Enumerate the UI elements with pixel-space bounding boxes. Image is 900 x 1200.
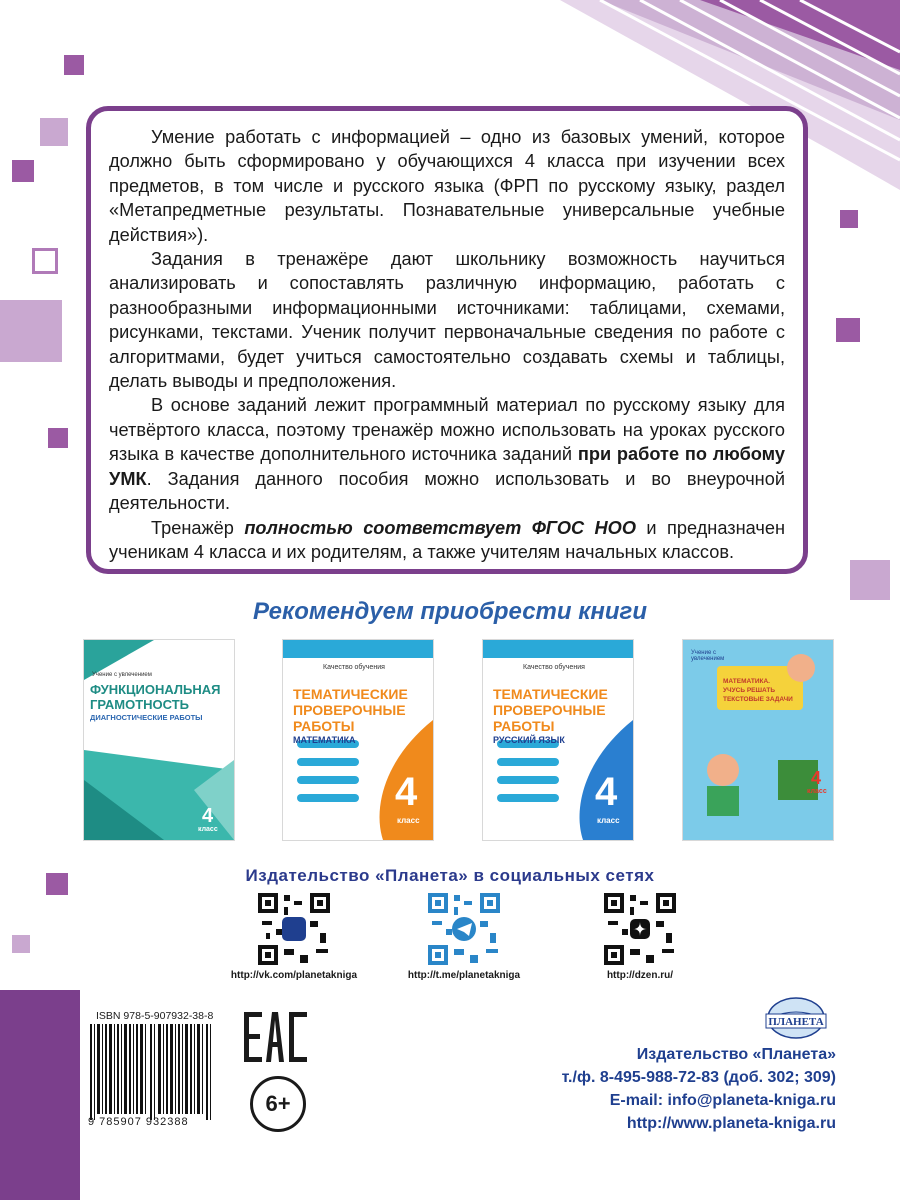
paragraph-3-text-end: . Задания данного пособия можно использовать и во внеурочной деятельности. [109, 468, 785, 514]
qr-pattern [428, 893, 500, 965]
cover-4-title-line-3: ТЕКСТОВЫЕ ЗАДАЧИ [723, 696, 793, 703]
eac-text: EAC [244, 1012, 247, 1013]
barcode [88, 1024, 216, 1120]
cover-1-subtitle: ДИАГНОСТИЧЕСКИЕ РАБОТЫ [90, 713, 203, 722]
social-networks-heading: Издательство «Планета» в социальных сетях [245, 866, 655, 885]
cover-3-title-line-1: ТЕМАТИЧЕСКИЕ [493, 686, 608, 702]
decor-square [64, 55, 84, 75]
vk-link[interactable]: http://vk.com/planetakniga [230, 970, 358, 981]
book-cover-math-word-problems[interactable] [683, 640, 833, 840]
cover-2-title-line-1: ТЕМАТИЧЕСКИЕ [293, 686, 408, 702]
decor-square [40, 118, 68, 146]
dzen-link[interactable]: http://dzen.ru/ [606, 970, 674, 981]
vk-qr-code[interactable] [258, 893, 330, 965]
cover-3-title-line-2: ПРОВЕРОЧНЫЕ [493, 702, 606, 718]
publisher-phone: т./ф. 8-495-988-72-83 (доб. 302; 309) [561, 1069, 836, 1086]
cover-2-top-label: Качество обучения [323, 664, 385, 671]
decor-square [0, 300, 62, 362]
cover-2-grade-word: класс [397, 816, 420, 825]
description-paragraph-2: Задания в тренажёре дают школьнику возможность научиться анализировать и сопоставлять различную информацию, работать с разнообразными информационными источниками: таблицами, схемами, рисунками, текстами. Ученик получит первоначальные сведения по работе с алгоритмами, будет учиться самостоятельно создавать схемы и таблицы, делать выводы и предположения. [109, 249, 785, 392]
dzen-qr-code[interactable] [604, 893, 676, 965]
decor-square [48, 428, 68, 448]
decor-square [850, 560, 890, 600]
cover-1-grade-number: 4 [202, 805, 214, 827]
cover-2-title-line-3: РАБОТЫ [293, 718, 355, 734]
paragraph-4-text: Тренажёр [151, 517, 245, 538]
paragraph-3-bold: при работе по любому УМК [109, 444, 786, 489]
paragraph-3-text: В основе заданий лежит программный материал по русскому языку для четвёртого класса, поэтому тренажёр можно использовать на уроках русского языка в качестве дополнительного источника заданий [109, 395, 785, 465]
barcode-number: 9 785907 932388 [88, 1116, 189, 1128]
recommend-heading: Рекомендуем приобрести книги [252, 598, 648, 625]
cover-2-subject: МАТЕМАТИКА [293, 735, 356, 745]
cover-2-grade-number: 4 [395, 770, 418, 814]
cover-2-title-line-2: ПРОВЕРОЧНЫЕ [293, 702, 406, 718]
publisher-info [562, 1043, 836, 1135]
eac-mark [244, 1012, 308, 1062]
cover-1-title-line-1: ФУНКЦИОНАЛЬНАЯ [90, 682, 221, 697]
publisher-email[interactable]: E-mail: info@planeta-kniga.ru [609, 1092, 836, 1109]
book-cover-functional-literacy[interactable] [84, 640, 234, 840]
paragraph-4-bold-italic: полностью соответствует ФГОС НОО [244, 517, 636, 538]
cover-1-grade-word: класс [198, 826, 218, 833]
decor-square [12, 935, 30, 953]
paragraph-4-text-end: и предназначен ученикам 4 класса и их родителям, а также учителям начальных классов. [109, 517, 785, 562]
publisher-website[interactable]: http://www.planeta-kniga.ru [626, 1115, 836, 1132]
cover-4-grade-word: класс [807, 788, 827, 795]
isbn-text: ISBN 978-5-907932-38-8 [96, 1010, 214, 1022]
book-cover-math-tests[interactable] [283, 640, 433, 840]
cover-3-title-line-3: РАБОТЫ [493, 718, 555, 734]
cover-1-title-line-2: ГРАМОТНОСТЬ [90, 697, 190, 712]
cover-3-grade-number: 4 [595, 770, 618, 814]
decor-square [836, 318, 860, 342]
cover-4-title-line-2: УЧУСЬ РЕШАТЬ [723, 687, 776, 694]
logo-text: ПЛАНЕТА [768, 1016, 824, 1028]
telegram-link[interactable]: http://t.me/planetakniga [407, 970, 521, 981]
description-box [86, 106, 808, 574]
qr-pattern [604, 893, 676, 965]
age-rating: 6+ [250, 1076, 306, 1132]
decor-square [12, 160, 34, 182]
book-cover-russian-tests[interactable] [483, 640, 633, 840]
telegram-qr-code[interactable] [428, 893, 500, 965]
description-paragraph-4 [109, 516, 785, 565]
cover-4-top-label: Учение с увлечением [691, 650, 725, 662]
cover-3-grade-word: класс [597, 816, 620, 825]
publisher-name: Издательство «Планета» [636, 1046, 836, 1063]
cover-4-graphics [683, 640, 833, 840]
cover-3-top-label: Качество обучения [523, 664, 585, 671]
description-paragraph-3 [109, 393, 785, 515]
cover-4-grade-number: 4 [811, 768, 822, 788]
description-paragraph-1: Умение работать с информацией – одно из базовых умений, которое должно быть сформировано у обучающихся 4 класса при изучении всех предметов, в том числе и русского языка (ФРП по русскому языку, раздел «Метапредметные результаты. Познавательные универсальные учебные действия»). [109, 127, 785, 245]
qr-pattern [258, 893, 330, 965]
planeta-logo [760, 996, 832, 1042]
cover-4-title-line-1: МАТЕМАТИКА. [723, 678, 770, 685]
decor-square [840, 210, 858, 228]
decor-square [32, 248, 58, 274]
cover-3-subject: РУССКИЙ ЯЗЫК [493, 735, 565, 745]
cover-1-top-label: Учение с увлечением [92, 672, 152, 678]
